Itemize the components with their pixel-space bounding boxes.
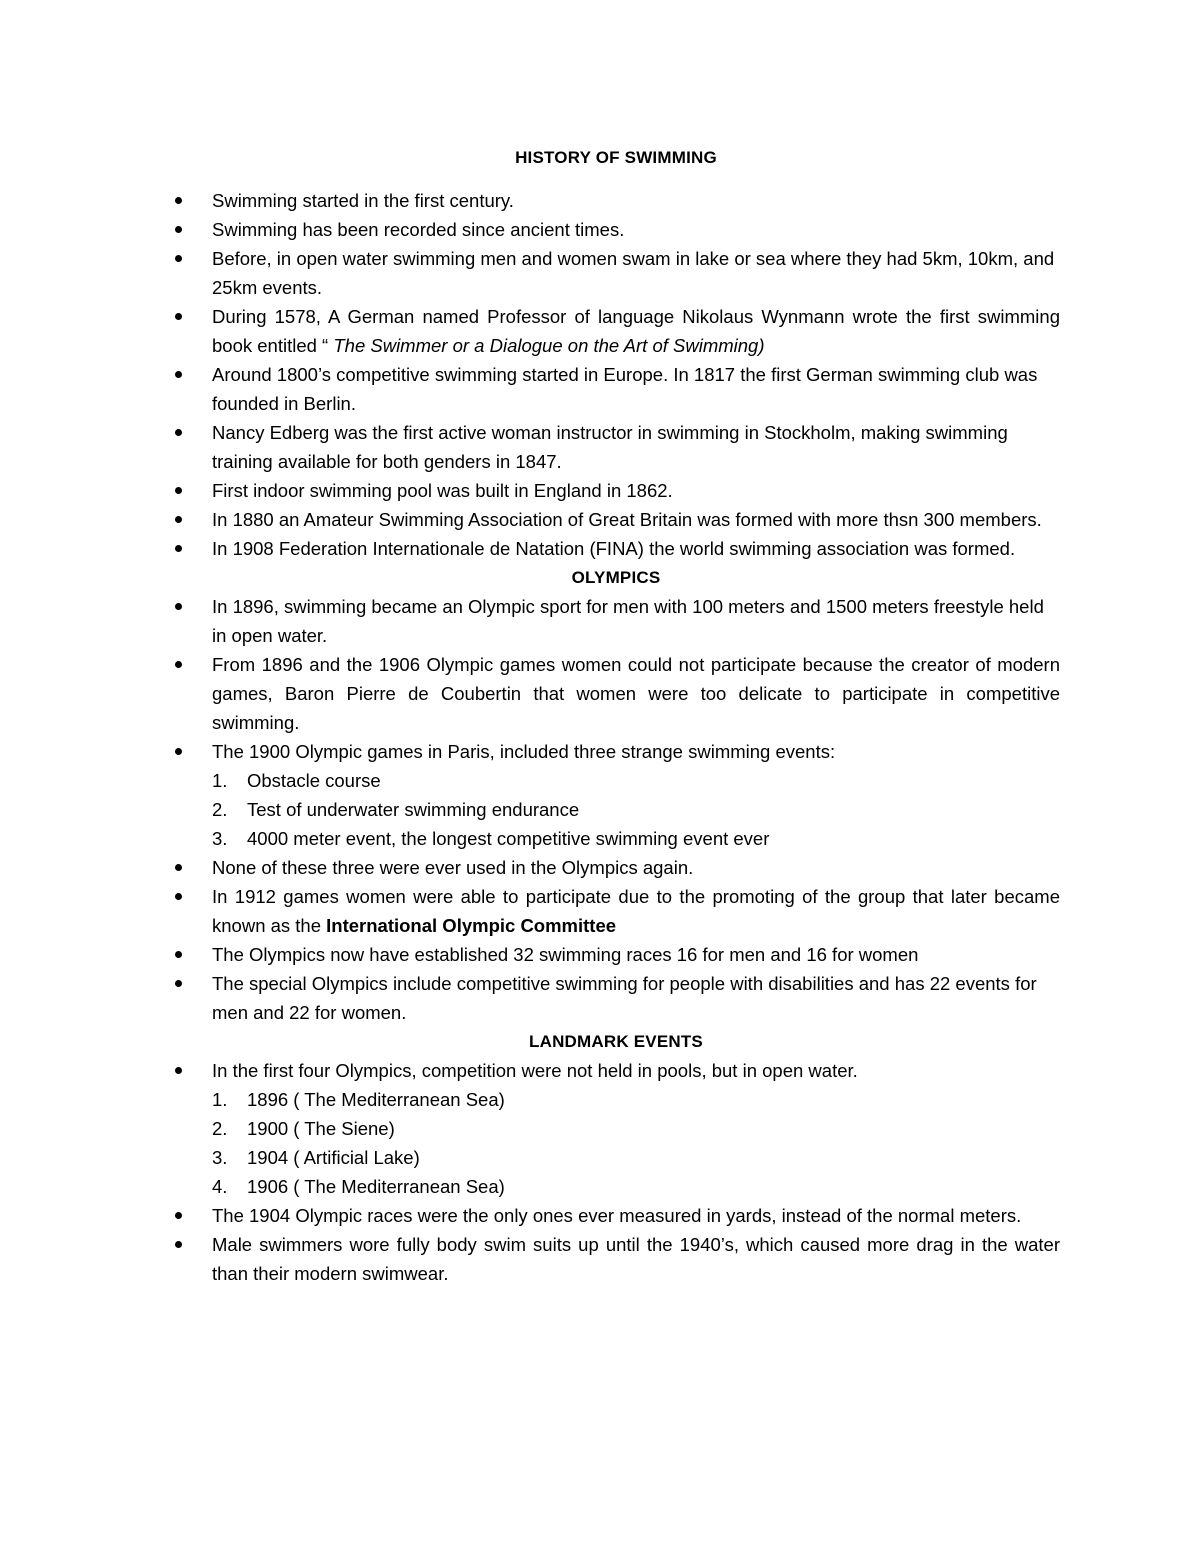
- numbered-item-text: Obstacle course: [247, 770, 381, 791]
- list-item-text: During 1578, A German named Professor of language Nikolaus Wynmann wrote the first swimming book entitled “: [212, 306, 1060, 356]
- list-item-text: First indoor swimming pool was built in England in 1862.: [212, 480, 673, 501]
- numbered-item: [172, 1114, 1060, 1143]
- list-item-text: In 1880 an Amateur Swimming Association of Great Britain was formed with more thsn 300 members.: [212, 509, 1042, 530]
- bullet-icon: [175, 650, 183, 679]
- list-item: [172, 360, 1060, 418]
- list-item-text: Male swimmers wore fully body swim suits up until the 1940’s, which caused more drag in the water than their modern swimwear.: [212, 1234, 1060, 1284]
- section-heading-olympics: OLYMPICS: [571, 568, 661, 587]
- list-item-text: None of these three were ever used in the Olympics again.: [212, 857, 694, 878]
- list-item: [172, 302, 1060, 360]
- list-item: [172, 186, 1060, 215]
- item-number: 1.: [212, 1089, 228, 1110]
- numbered-item-text: 1900 ( The Siene): [247, 1118, 395, 1139]
- list-item: [172, 882, 1060, 940]
- list-item: [172, 476, 1060, 505]
- bullet-icon: [175, 418, 183, 447]
- list-item: [172, 1230, 1060, 1288]
- bullet-icon: [175, 302, 183, 331]
- list-item-text: In 1908 Federation Internationale de Natation (FINA) the world swimming association was formed.: [212, 538, 1016, 559]
- bullet-icon: [175, 186, 183, 215]
- list-item: [172, 1056, 1060, 1085]
- history-list: [172, 186, 1060, 563]
- numbered-item: [172, 766, 1060, 795]
- list-item-text: In 1896, swimming became an Olympic sport for men with 100 meters and 1500 meters freestyle held in open water.: [212, 596, 1044, 646]
- numbered-item: [172, 1143, 1060, 1172]
- bullet-icon: [175, 737, 183, 766]
- bullet-icon: [175, 592, 183, 621]
- numbered-item: [172, 1172, 1060, 1201]
- list-item-text: Swimming has been recorded since ancient times.: [212, 219, 625, 240]
- item-number: 3.: [212, 828, 228, 849]
- list-item-text: Before, in open water swimming men and women swam in lake or sea where they had 5km, 10km, and 25km events.: [212, 248, 1055, 298]
- list-item-text: Around 1800’s competitive swimming started in Europe. In 1817 the first German swimming club was founded in Berlin.: [212, 364, 1038, 414]
- numbered-item-text: 4000 meter event, the longest competitive swimming event ever: [247, 828, 770, 849]
- list-item: [172, 1201, 1060, 1230]
- list-item: [172, 244, 1060, 302]
- list-item: [172, 650, 1060, 737]
- olympics-list: [172, 592, 1060, 1027]
- bullet-icon: [175, 476, 183, 505]
- bullet-icon: [175, 1201, 183, 1230]
- numbered-item: [172, 824, 1060, 853]
- list-item-text: Swimming started in the first century.: [212, 190, 514, 211]
- bullet-icon: [175, 1056, 183, 1085]
- document-body: [172, 143, 1060, 1288]
- bullet-icon: [175, 853, 183, 882]
- numbered-item: [172, 1085, 1060, 1114]
- bullet-icon: [175, 360, 183, 389]
- book-title: The Swimmer or a Dialogue on the Art of Swimming): [328, 335, 765, 356]
- bullet-icon: [175, 244, 183, 273]
- bullet-icon: [175, 215, 183, 244]
- bullet-icon: [175, 1230, 183, 1259]
- list-item-text: In the first four Olympics, competition were not held in pools, but in open water.: [212, 1060, 858, 1081]
- landmark-list: [172, 1056, 1060, 1288]
- list-item: [172, 853, 1060, 882]
- list-item-text: The Olympics now have established 32 swimming races 16 for men and 16 for women: [212, 944, 919, 965]
- numbered-item-text: 1896 ( The Mediterranean Sea): [247, 1089, 505, 1110]
- item-number: 1.: [212, 770, 228, 791]
- bullet-icon: [175, 969, 183, 998]
- ioc-name: International Olympic Committee: [326, 915, 617, 936]
- list-item-text: The 1904 Olympic races were the only ones ever measured in yards, instead of the normal meters.: [212, 1205, 1022, 1226]
- numbered-item-text: Test of underwater swimming endurance: [247, 799, 580, 820]
- list-item-text: The special Olympics include competitive swimming for people with disabilities and has 22 events for men and 22 for women.: [212, 973, 1037, 1023]
- list-item: [172, 592, 1060, 650]
- bullet-icon: [175, 534, 183, 563]
- bullet-icon: [175, 882, 183, 911]
- item-number: 3.: [212, 1147, 228, 1168]
- item-number: 2.: [212, 1118, 228, 1139]
- list-item-text: Nancy Edberg was the first active woman instructor in swimming in Stockholm, making swimming training available for both genders in 1847.: [212, 422, 1008, 472]
- list-item: [172, 737, 1060, 766]
- list-item: [172, 418, 1060, 476]
- item-number: 4.: [212, 1176, 228, 1197]
- bullet-icon: [175, 505, 183, 534]
- list-item: [172, 534, 1060, 563]
- list-item: [172, 969, 1060, 1027]
- section-heading-landmark-events: LANDMARK EVENTS: [529, 1032, 703, 1051]
- list-item: [172, 215, 1060, 244]
- list-item-text: From 1896 and the 1906 Olympic games women could not participate because the creator of modern games, Baron Pierre de Coubertin that women were too delicate to participate in competitive swimming.: [212, 654, 1060, 733]
- item-number: 2.: [212, 799, 228, 820]
- numbered-item-text: 1906 ( The Mediterranean Sea): [247, 1176, 505, 1197]
- list-item: [172, 505, 1060, 534]
- list-item: [172, 940, 1060, 969]
- list-item-text: The 1900 Olympic games in Paris, included three strange swimming events:: [212, 741, 836, 762]
- page-title: HISTORY OF SWIMMING: [515, 148, 717, 167]
- list-item-text: In 1912 games women were able to participate due to the promoting of the group that later became known as the: [212, 886, 1060, 936]
- numbered-item: [172, 795, 1060, 824]
- bullet-icon: [175, 940, 183, 969]
- numbered-item-text: 1904 ( Artificial Lake): [247, 1147, 420, 1168]
